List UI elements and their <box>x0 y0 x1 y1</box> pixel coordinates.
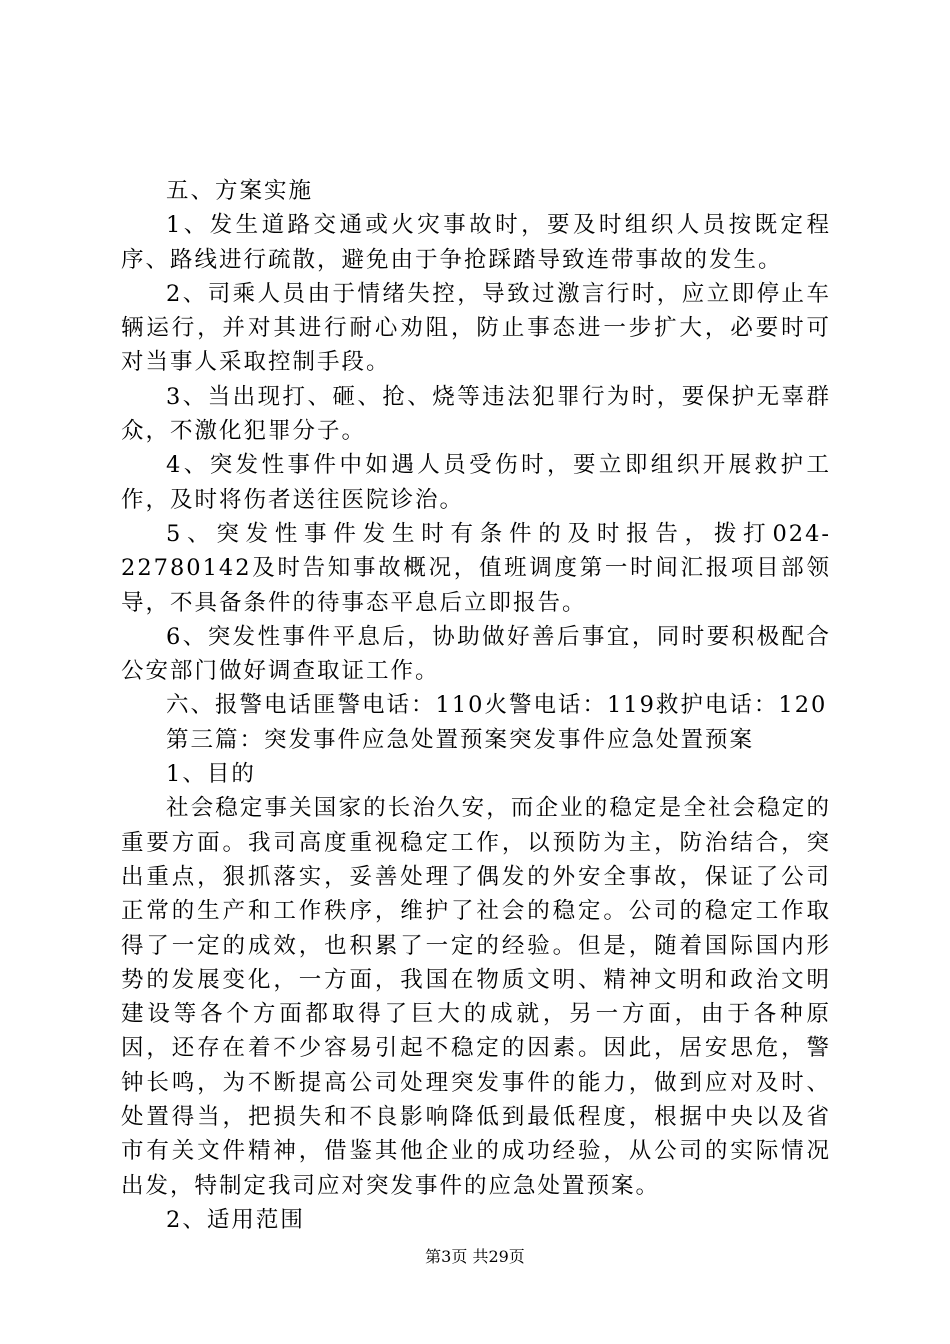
paragraph: 4、突发性事件中如遇人员受伤时，要立即组织开展救护工作，及时将伤者送往医院诊治。 <box>121 452 831 513</box>
section-heading: 2、适用范围 <box>166 1206 305 1233</box>
section-heading: 六、报警电话匪警电话：110火警电话：119救护电话：120 <box>166 692 828 719</box>
paragraph: 1、发生道路交通或火灾事故时，要及时组织人员按既定程序、路线进行疏散，避免由于争抢踩踏导致连带事故的发生。 <box>121 212 831 273</box>
paragraph: 社会稳定事关国家的长治久安，而企业的稳定是全社会稳定的重要方面。我司高度重视稳定工作，以预防为主，防治结合，突出重点，狠抓落实，妥善处理了偶发的外安全事故，保证了公司正常的生产和工作秩序，维护了社会的稳定。公司的稳定工作取得了一定的成效，也积累了一定的经验。但是，随着国际国内形势的发展变化，一方面，我国在物质文明、精神文明和政治文明建设等各个方面都取得了巨大的成就，另一方面，由于各种原因，还存在着不少容易引起不稳定的因素。因此，居安思危，警钟长鸣，为不断提高公司处理突发事件的能力，做到应对及时、处置得当，把损失和不良影响降低到最低程度，根据中央以及省市有关文件精神，借鉴其他企业的成功经验，从公司的实际情况出发，特制定我司应对突发事件的应急处置预案。 <box>121 795 831 1199</box>
paragraph: 5、突发性事件发生时有条件的及时报告，拨打024-22780142及时告知事故概况，值班调度第一时间汇报项目部领导，不具备条件的待事态平息后立即报告。 <box>121 520 831 616</box>
section-heading: 五、方案实施 <box>166 178 314 204</box>
chapter-title: 第三篇：突发事件应急处置预案突发事件应急处置预案 <box>166 726 755 753</box>
paragraph: 2、司乘人员由于情绪失控，导致过激言行时，应立即停止车辆运行，并对其进行耐心劝阻，防止事态进一步扩大，必要时可对当事人采取控制手段。 <box>121 280 831 376</box>
section-heading: 1、目的 <box>166 761 256 788</box>
page-number-footer: 第3页 共29页 <box>425 1247 525 1266</box>
paragraph: 3、当出现打、砸、抢、烧等违法犯罪行为时，要保护无辜群众，不激化犯罪分子。 <box>121 383 831 445</box>
paragraph: 6、突发性事件平息后，协助做好善后事宜，同时要积极配合公安部门做好调查取证工作。 <box>121 623 831 685</box>
document-body <box>121 174 831 1237</box>
